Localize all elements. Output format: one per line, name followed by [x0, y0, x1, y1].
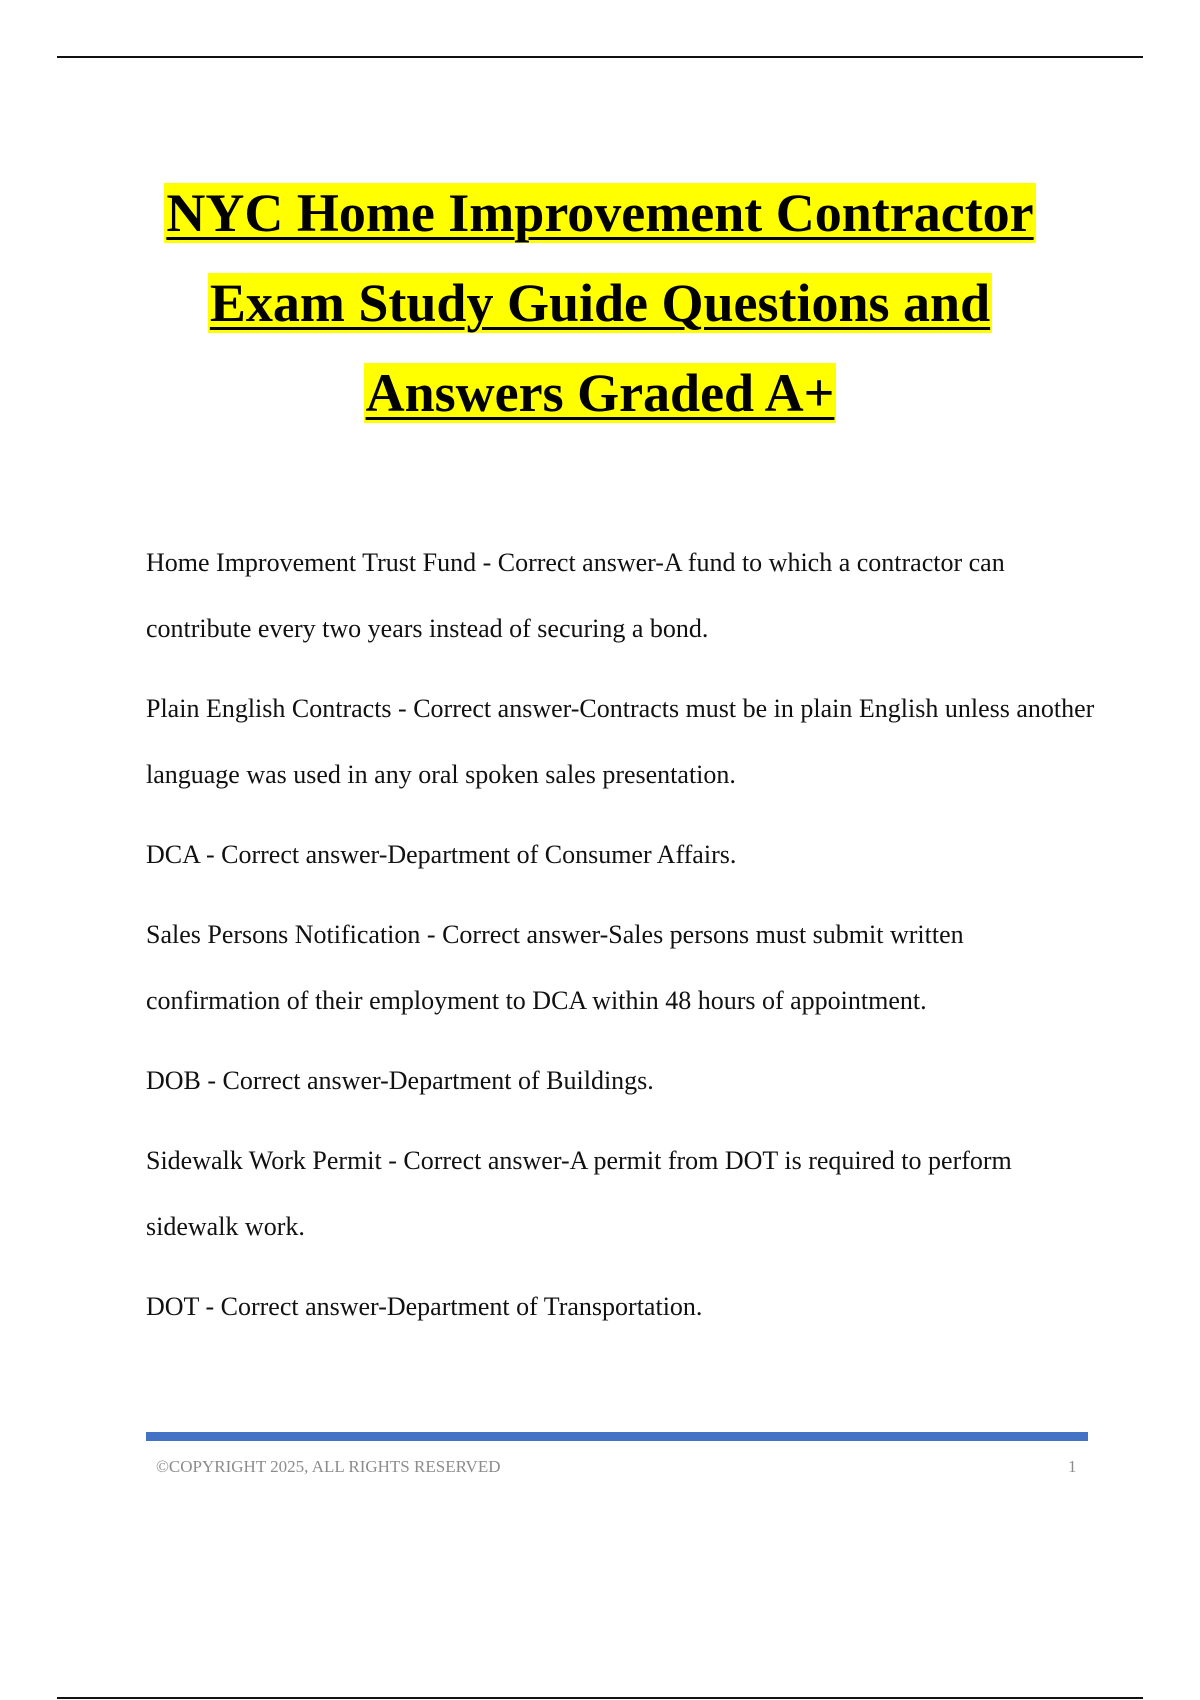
qa-item-trust-fund: Home Improvement Trust Fund - Correct answer-A fund to which a contractor can contribute every two years instead of securing a bond.: [146, 548, 1005, 643]
footer-copyright: ©COPYRIGHT 2025, ALL RIGHTS RESERVED: [156, 1457, 501, 1476]
title-line-1-text: NYC Home Improvement Contractor: [166, 183, 1034, 243]
qa-item-dca: DCA - Correct answer-Department of Consumer Affairs.: [146, 840, 737, 869]
title-line-2: [0, 258, 1200, 348]
qa-item-dot: DOT - Correct answer-Department of Transportation.: [146, 1292, 703, 1321]
bottom-rule: [57, 1697, 1143, 1699]
title-line-1: [0, 168, 1200, 258]
qa-item-dob: DOB - Correct answer-Department of Buildings.: [146, 1066, 654, 1095]
qa-item-sidewalk-permit: Sidewalk Work Permit - Correct answer-A permit from DOT is required to perform sidewalk work.: [146, 1146, 1012, 1241]
title-line-3: [0, 348, 1200, 438]
page-number: 1: [1068, 1457, 1077, 1476]
title-line-2-text: Exam Study Guide Questions and: [209, 273, 991, 333]
title-line-3-text: Answers Graded A+: [365, 363, 835, 423]
footer-bar: [146, 1432, 1088, 1441]
document-title: [0, 168, 1200, 438]
qa-item-plain-english: Plain English Contracts - Correct answer-Contracts must be in plain English unless another language was used in any oral spoken sales presentation.: [146, 694, 1095, 789]
top-rule: [57, 56, 1143, 58]
qa-item-sales-persons: Sales Persons Notification - Correct answer-Sales persons must submit written confirmation of their employment to DCA within 48 hours of appointment.: [146, 920, 964, 1015]
qa-list: [146, 530, 1096, 1354]
